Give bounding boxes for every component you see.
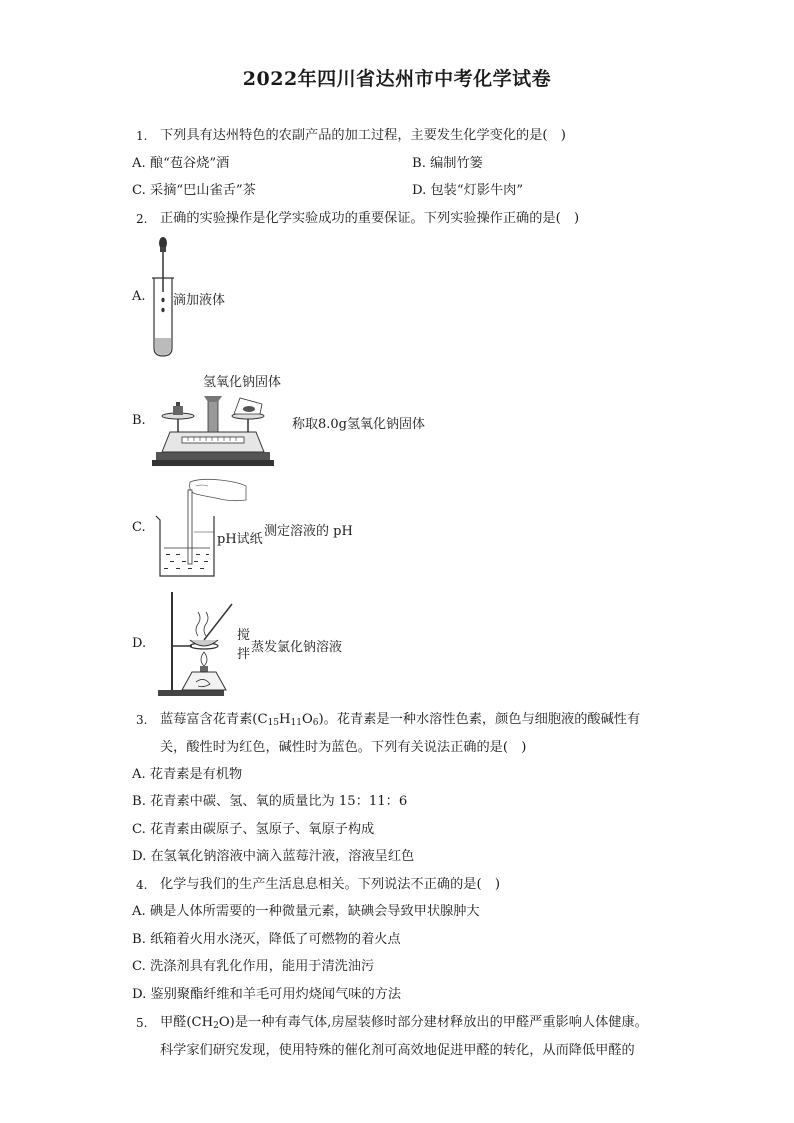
q2-stem: 正确的实验操作是化学实验成功的重要保证。下列实验操作正确的是( ) bbox=[160, 211, 580, 226]
option-text: 碘是人体所需要的一种微量元素，缺碘会导致甲状腺肿大 bbox=[149, 904, 480, 919]
option-label: A. bbox=[132, 767, 146, 782]
option-text: 采摘“巴山雀舌”茶 bbox=[150, 183, 256, 198]
option-text: 酿“苞谷烧”酒 bbox=[149, 156, 230, 171]
q5-stem-line-1: 甲醛$(CH_2O)$是一种有毒气体,房屋装修时部分建材释放出的甲醛严重影响人体健康。 bbox=[160, 1015, 648, 1031]
q4-option-a[interactable] bbox=[132, 904, 480, 920]
option-text: 在氢氧化钠溶液中滴入蓝莓汁液，溶液呈红色 bbox=[150, 849, 415, 864]
option-text: 花青素是有机物 bbox=[149, 767, 243, 782]
q3-option-a[interactable] bbox=[132, 767, 242, 783]
q2-option-b-label[interactable]: B. bbox=[132, 413, 146, 428]
q2-option-d-stir-2: 拌 bbox=[237, 647, 251, 662]
option-label: C. bbox=[132, 959, 146, 974]
q2-option-c-label[interactable]: C. bbox=[132, 520, 146, 535]
q5-number: 5. bbox=[136, 1016, 148, 1030]
q1-option-a[interactable] bbox=[132, 156, 229, 172]
option-text: 包装“灯影牛肉” bbox=[430, 183, 524, 198]
q3-stem-line-1: 蓝莓富含花青素$(C_{15}H_{11}O_6)$。花青素是一种水溶性色素，颜色与细胞液的酸碱性有 bbox=[160, 712, 641, 728]
option-label: B. bbox=[132, 794, 146, 809]
option-label: D. bbox=[132, 987, 147, 1002]
q2-option-d-caption: 蒸发氯化钠溶液 bbox=[251, 640, 343, 655]
q4-option-c[interactable] bbox=[132, 959, 374, 975]
option-label: A. bbox=[132, 156, 146, 171]
q4-stem: 化学与我们的生产生活息息相关。下列说法不正确的是( ) bbox=[160, 877, 500, 892]
q3-option-d[interactable] bbox=[132, 849, 414, 865]
q5-stem-line-2: 科学家们研究发现，使用特殊的催化剂可高效地促进甲醛的转化，从而降低甲醛的 bbox=[160, 1043, 635, 1058]
q3-stem-line-2: 关，酸性时为红色，碱性时为蓝色。下列有关说法正确的是( ) bbox=[160, 740, 527, 755]
q4-option-d[interactable] bbox=[132, 987, 401, 1003]
option-label: A. bbox=[132, 904, 146, 919]
q3-option-b[interactable] bbox=[132, 794, 407, 810]
q1-option-b[interactable] bbox=[412, 156, 483, 172]
q1-stem: 下列具有达州特色的农副产品的加工过程，主要发生化学变化的是( ) bbox=[160, 128, 566, 143]
q2-option-d-label[interactable]: D. bbox=[132, 636, 147, 651]
option-text: 鉴别聚酯纤维和羊毛可用灼烧闻气味的方法 bbox=[150, 987, 402, 1002]
option-label: D. bbox=[132, 849, 147, 864]
option-label: C. bbox=[132, 183, 146, 198]
q2-option-b-caption: 称取8.0g氢氧化钠固体 bbox=[292, 417, 425, 432]
q2-option-a-label[interactable]: A. bbox=[132, 289, 146, 304]
q2-option-d-stir-1: 搅 bbox=[237, 628, 251, 643]
q2-number: 2. bbox=[136, 212, 148, 226]
q2-option-c-paper-label: pH试纸 bbox=[217, 532, 263, 547]
q2-option-b-top-caption: 氢氧化钠固体 bbox=[203, 375, 282, 390]
option-label: B. bbox=[132, 932, 146, 947]
q1-number: 1. bbox=[136, 129, 148, 143]
option-text: 纸箱着火用水浇灭，降低了可燃物的着火点 bbox=[150, 932, 401, 947]
balance-figure bbox=[152, 390, 274, 468]
page-title: 2022年四川省达州市中考化学试卷 bbox=[242, 68, 552, 90]
option-text: 编制竹篓 bbox=[430, 156, 483, 171]
option-label: B. bbox=[412, 156, 426, 171]
q4-option-b[interactable] bbox=[132, 932, 401, 948]
q3-number: 3. bbox=[136, 713, 148, 727]
option-label: D. bbox=[412, 183, 427, 198]
q3-option-c[interactable] bbox=[132, 822, 374, 838]
option-label: C. bbox=[132, 822, 146, 837]
q1-option-d[interactable] bbox=[412, 183, 523, 199]
q1-option-c[interactable] bbox=[132, 183, 256, 199]
option-text: 花青素由碳原子、氢原子、氧原子构成 bbox=[150, 822, 375, 837]
q4-number: 4. bbox=[136, 878, 148, 892]
option-text: 花青素中碳、氢、氧的质量比为 15：11：6 bbox=[150, 794, 408, 809]
evaporation-figure bbox=[152, 590, 238, 700]
q2-option-a-caption: 滴加液体 bbox=[173, 293, 226, 308]
q2-option-c-caption: 测定溶液的 pH bbox=[264, 524, 353, 539]
option-text: 洗涤剂具有乳化作用，能用于清洗油污 bbox=[150, 959, 375, 974]
